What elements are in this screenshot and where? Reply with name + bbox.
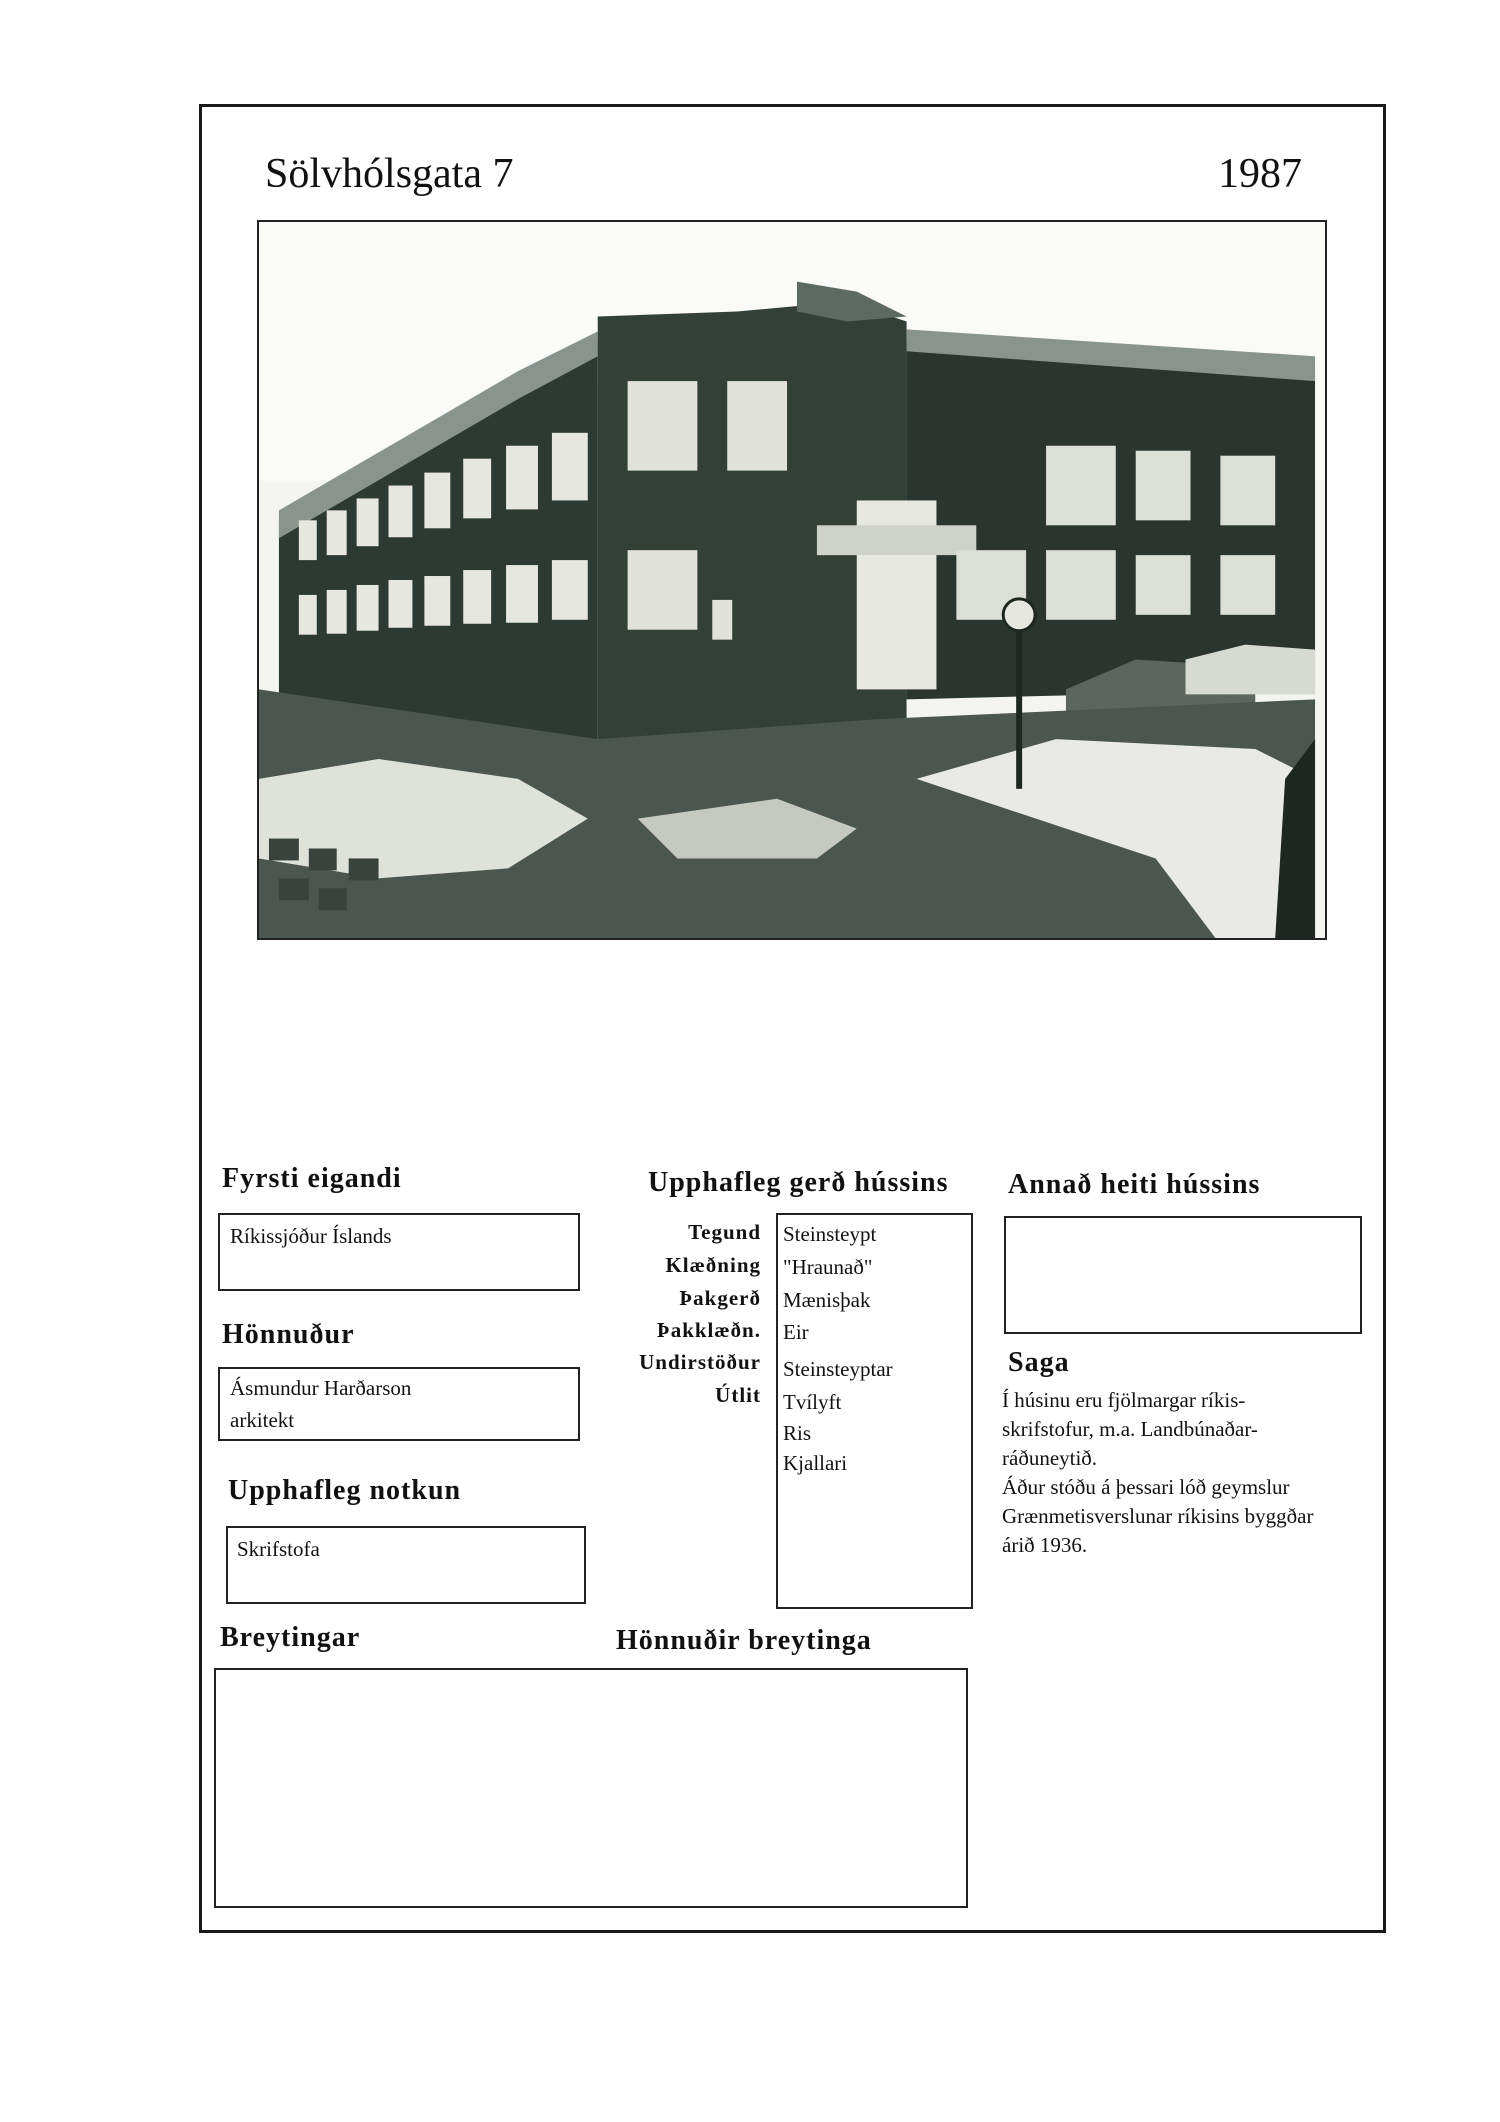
designer-heading: Hönnuður bbox=[222, 1319, 355, 1350]
address-title: Sölvhólsgata 7 bbox=[265, 151, 514, 197]
history-line: Áður stóðu á þessari lóð geymslur bbox=[1002, 1475, 1290, 1499]
cladding-value: "Hraunað" bbox=[783, 1255, 873, 1279]
history-line: Grænmetisverslunar ríkisins byggðar bbox=[1002, 1504, 1314, 1528]
foundation-value: Steinsteyptar bbox=[783, 1357, 893, 1381]
cladding-label: Klæðning bbox=[665, 1253, 761, 1277]
history-line: ráðuneytið. bbox=[1002, 1446, 1098, 1470]
history-line: árið 1936. bbox=[1002, 1533, 1088, 1557]
appearance-value: Tvílyft bbox=[783, 1390, 842, 1414]
original-type-box bbox=[776, 1213, 973, 1609]
original-type-heading: Upphafleg gerð hússins bbox=[648, 1167, 949, 1198]
original-use-heading: Upphafleg notkun bbox=[228, 1475, 462, 1506]
other-name-box bbox=[1004, 1216, 1362, 1334]
changes-box bbox=[214, 1668, 968, 1908]
appearance-label: Útlit bbox=[715, 1383, 761, 1407]
first-owner-heading: Fyrsti eigandi bbox=[222, 1163, 402, 1194]
roof-type-value: Mænisþak bbox=[783, 1288, 871, 1312]
first-owner-value: Ríkissjóður Íslands bbox=[230, 1224, 392, 1248]
history-line: Í húsinu eru fjölmargar ríkis- bbox=[1002, 1388, 1246, 1412]
change-designers-heading: Hönnuðir breytinga bbox=[616, 1625, 872, 1656]
original-use-value: Skrifstofa bbox=[237, 1537, 320, 1561]
first-owner-box bbox=[218, 1213, 580, 1291]
original-use-box bbox=[226, 1526, 586, 1604]
year-label: 1987 bbox=[1218, 151, 1302, 197]
foundation-label: Undirstöður bbox=[639, 1350, 761, 1374]
building-photo bbox=[257, 220, 1327, 940]
designer-box bbox=[218, 1367, 580, 1441]
changes-heading: Breytingar bbox=[220, 1622, 361, 1653]
basement-value: Kjallari bbox=[783, 1451, 848, 1475]
attic-value: Ris bbox=[783, 1421, 812, 1445]
type-value: Steinsteypt bbox=[783, 1222, 877, 1246]
designer-name: Ásmundur Harðarson bbox=[230, 1376, 412, 1400]
roof-cladding-value: Eir bbox=[783, 1320, 809, 1344]
history-line: skrifstofur, m.a. Landbúnaðar- bbox=[1002, 1417, 1258, 1441]
roof-cladding-label: Þakklæðn. bbox=[656, 1318, 761, 1342]
designer-title: arkitekt bbox=[230, 1408, 295, 1432]
type-label: Tegund bbox=[688, 1220, 761, 1244]
roof-type-label: Þakgerð bbox=[679, 1286, 761, 1310]
history-heading: Saga bbox=[1008, 1347, 1070, 1378]
history-text bbox=[1002, 1386, 1372, 1560]
other-name-heading: Annað heiti hússins bbox=[1008, 1169, 1261, 1200]
